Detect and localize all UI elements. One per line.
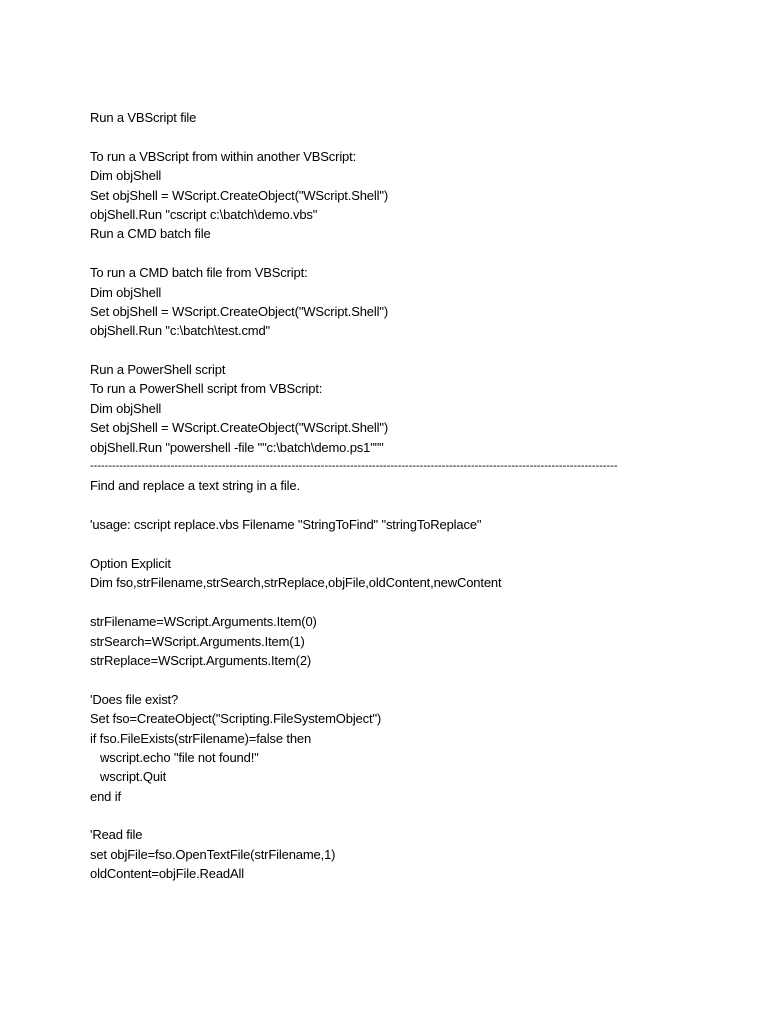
text-line: To run a VBScript from within another VBScript: [90,148,357,164]
code-line: strSearch=WScript.Arguments.Item(1) [90,633,305,649]
heading-run-powershell: Run a PowerShell script [90,362,226,378]
blank-line [90,496,690,515]
code-line: set objFile=fso.OpenTextFile(strFilename,1) [90,846,336,862]
comment-line: 'Does file exist? [90,691,179,707]
code-line: Dim objShell [90,168,162,184]
blank-line [90,806,690,825]
blank-line [90,341,690,360]
blank-line [90,535,690,554]
code-line: objShell.Run "c:\batch\test.cmd" [90,323,271,339]
code-line: wscript.Quit [100,769,167,785]
code-line: objShell.Run "powershell -file ""c:\batch\demo.ps1""" [90,439,384,455]
heading-run-vbscript: Run a VBScript file [90,110,197,125]
heading-find-replace: Find and replace a text string in a file. [90,478,300,494]
code-line: strFilename=WScript.Arguments.Item(0) [90,614,317,630]
blank-line [90,670,690,689]
code-line: Set objShell = WScript.CreateObject("WScript.Shell") [90,187,389,203]
comment-line: 'usage: cscript replace.vbs Filename "StringToFind" "stringToReplace" [90,517,482,533]
code-line: if fso.FileExists(strFilename)=false then [90,730,312,746]
code-line: Option Explicit [90,555,171,571]
code-line: objShell.Run "cscript c:\batch\demo.vbs" [90,206,318,222]
code-line: end if [90,788,121,804]
blank-line [90,244,690,263]
code-line: strReplace=WScript.Arguments.Item(2) [90,652,312,668]
code-line: Set objShell = WScript.CreateObject("WScript.Shell") [90,303,389,319]
code-line: Set fso=CreateObject("Scripting.FileSystemObject") [90,711,382,727]
dashed-separator: ------------------------------------------------------------------------------------------------------------------------------------------------ [90,460,618,473]
text-line: To run a PowerShell script from VBScript: [90,381,323,397]
blank-line [90,593,690,612]
blank-line [90,127,690,146]
heading-run-cmd: Run a CMD batch file [90,226,211,242]
code-line: Set objShell = WScript.CreateObject("WScript.Shell") [90,420,389,436]
code-line: Dim fso,strFilename,strSearch,strReplace,objFile,oldContent,newContent [90,575,502,591]
text-line: To run a CMD batch file from VBScript: [90,265,308,281]
code-line: Dim objShell [90,284,162,300]
code-line: wscript.echo "file not found!" [100,749,259,765]
comment-line: 'Read file [90,827,143,843]
document-body [90,108,690,884]
code-line: Dim objShell [90,400,162,416]
code-line: oldContent=objFile.ReadAll [90,866,245,882]
